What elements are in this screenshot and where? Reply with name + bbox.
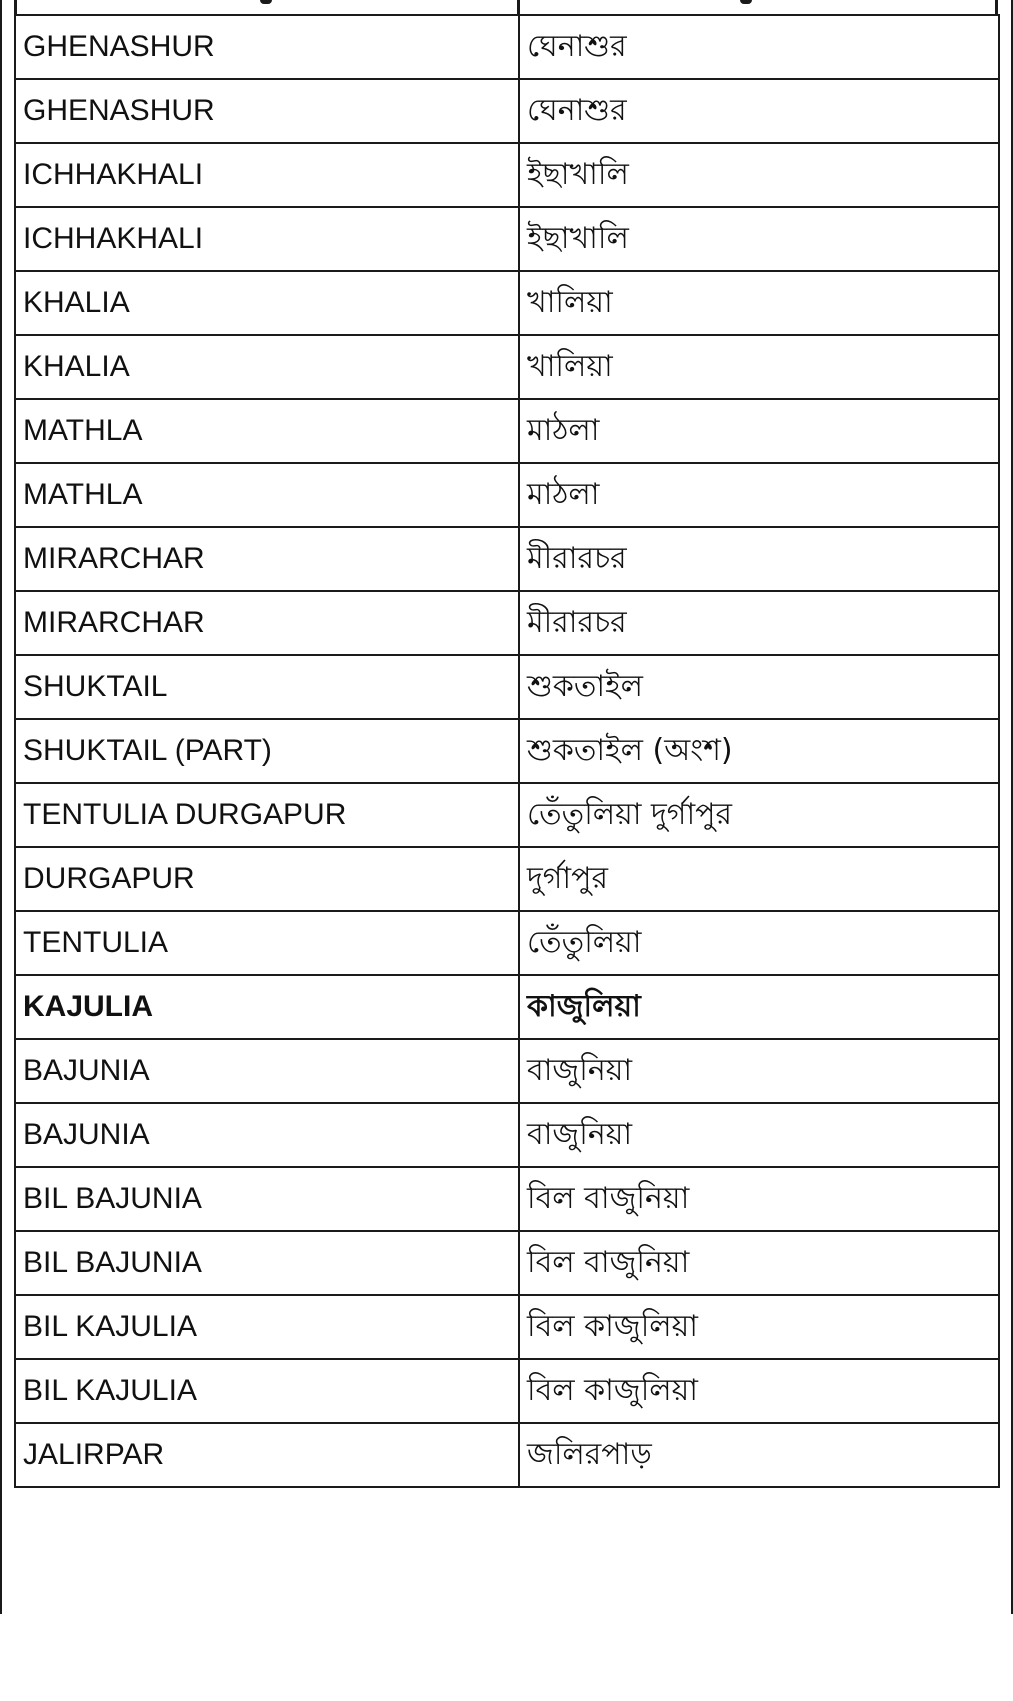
bengali-name-cell: ঘেনাশুর [519, 79, 999, 143]
table-row [15, 79, 999, 143]
table-row [15, 1295, 999, 1359]
english-name-cell: GHENASHUR [15, 15, 519, 79]
english-name-cell: KHALIA [15, 335, 519, 399]
english-name-cell: MIRARCHAR [15, 591, 519, 655]
village-name-table [14, 14, 1000, 1488]
english-name-cell: DURGAPUR [15, 847, 519, 911]
table-row [15, 527, 999, 591]
table-row [15, 15, 999, 79]
table-row [15, 1231, 999, 1295]
table-row [15, 399, 999, 463]
english-name-cell: SHUKTAIL [15, 655, 519, 719]
bengali-name-cell: বিল কাজুলিয়া [519, 1295, 999, 1359]
bengali-name-cell: ঘেনাশুর [519, 15, 999, 79]
table-row [15, 1103, 999, 1167]
english-name-cell: GHENASHUR [15, 79, 519, 143]
english-name-cell: ICHHAKHALI [15, 207, 519, 271]
table-row [15, 1039, 999, 1103]
bengali-name-cell: ইছাখালি [519, 207, 999, 271]
bengali-name-cell: শুকতাইল (অংশ) [519, 719, 999, 783]
table-row [15, 1167, 999, 1231]
english-name-cell: MATHLA [15, 399, 519, 463]
divider [517, 0, 520, 14]
table-row [15, 463, 999, 527]
bengali-name-cell: তেঁতুলিয়া দুর্গাপুর [519, 783, 999, 847]
english-name-cell: BIL KAJULIA [15, 1359, 519, 1423]
divider [14, 0, 17, 14]
cropped-glyph-fragment [260, 0, 272, 4]
bengali-name-cell: শুকতাইল [519, 655, 999, 719]
bengali-name-cell: ইছাখালি [519, 143, 999, 207]
english-name-cell: BIL KAJULIA [15, 1295, 519, 1359]
bengali-name-cell: বাজুনিয়া [519, 1039, 999, 1103]
english-name-cell: BAJUNIA [15, 1103, 519, 1167]
left-page-edge [0, 0, 2, 1614]
english-name-cell: BIL BAJUNIA [15, 1167, 519, 1231]
bengali-name-cell: মীরারচর [519, 591, 999, 655]
bengali-name-cell: মাঠলা [519, 463, 999, 527]
table-row [15, 207, 999, 271]
english-name-cell: BIL BAJUNIA [15, 1231, 519, 1295]
table-row [15, 783, 999, 847]
table-row [15, 143, 999, 207]
english-name-cell: ICHHAKHALI [15, 143, 519, 207]
bengali-name-cell: বাজুনিয়া [519, 1103, 999, 1167]
table-row [15, 911, 999, 975]
bengali-name-cell: বিল কাজুলিয়া [519, 1359, 999, 1423]
bengali-name-cell: জলিরপাড় [519, 1423, 999, 1487]
bengali-name-cell: খালিয়া [519, 335, 999, 399]
divider [995, 0, 998, 14]
english-name-cell: MIRARCHAR [15, 527, 519, 591]
table-row [15, 847, 999, 911]
bengali-name-cell: বিল বাজুনিয়া [519, 1231, 999, 1295]
table-body [15, 15, 999, 1487]
bengali-name-cell: তেঁতুলিয়া [519, 911, 999, 975]
english-name-cell: SHUKTAIL (PART) [15, 719, 519, 783]
cropped-glyph-fragment [740, 0, 752, 4]
table-row [15, 719, 999, 783]
table-row [15, 335, 999, 399]
english-name-cell: MATHLA [15, 463, 519, 527]
bengali-name-cell: কাজুলিয়া [519, 975, 999, 1039]
english-name-cell: BAJUNIA [15, 1039, 519, 1103]
cropped-header-fragment [14, 0, 998, 14]
bengali-name-cell: মীরারচর [519, 527, 999, 591]
table-row [15, 975, 999, 1039]
english-name-cell: KAJULIA [15, 975, 519, 1039]
table-row [15, 1359, 999, 1423]
table-row [15, 655, 999, 719]
bengali-name-cell: মাঠলা [519, 399, 999, 463]
bengali-name-cell: দুর্গাপুর [519, 847, 999, 911]
table-row [15, 1423, 999, 1487]
bengali-name-cell: বিল বাজুনিয়া [519, 1167, 999, 1231]
bengali-name-cell: খালিয়া [519, 271, 999, 335]
english-name-cell: KHALIA [15, 271, 519, 335]
english-name-cell: TENTULIA DURGAPUR [15, 783, 519, 847]
table-row [15, 591, 999, 655]
english-name-cell: TENTULIA [15, 911, 519, 975]
english-name-cell: JALIRPAR [15, 1423, 519, 1487]
table-row [15, 271, 999, 335]
